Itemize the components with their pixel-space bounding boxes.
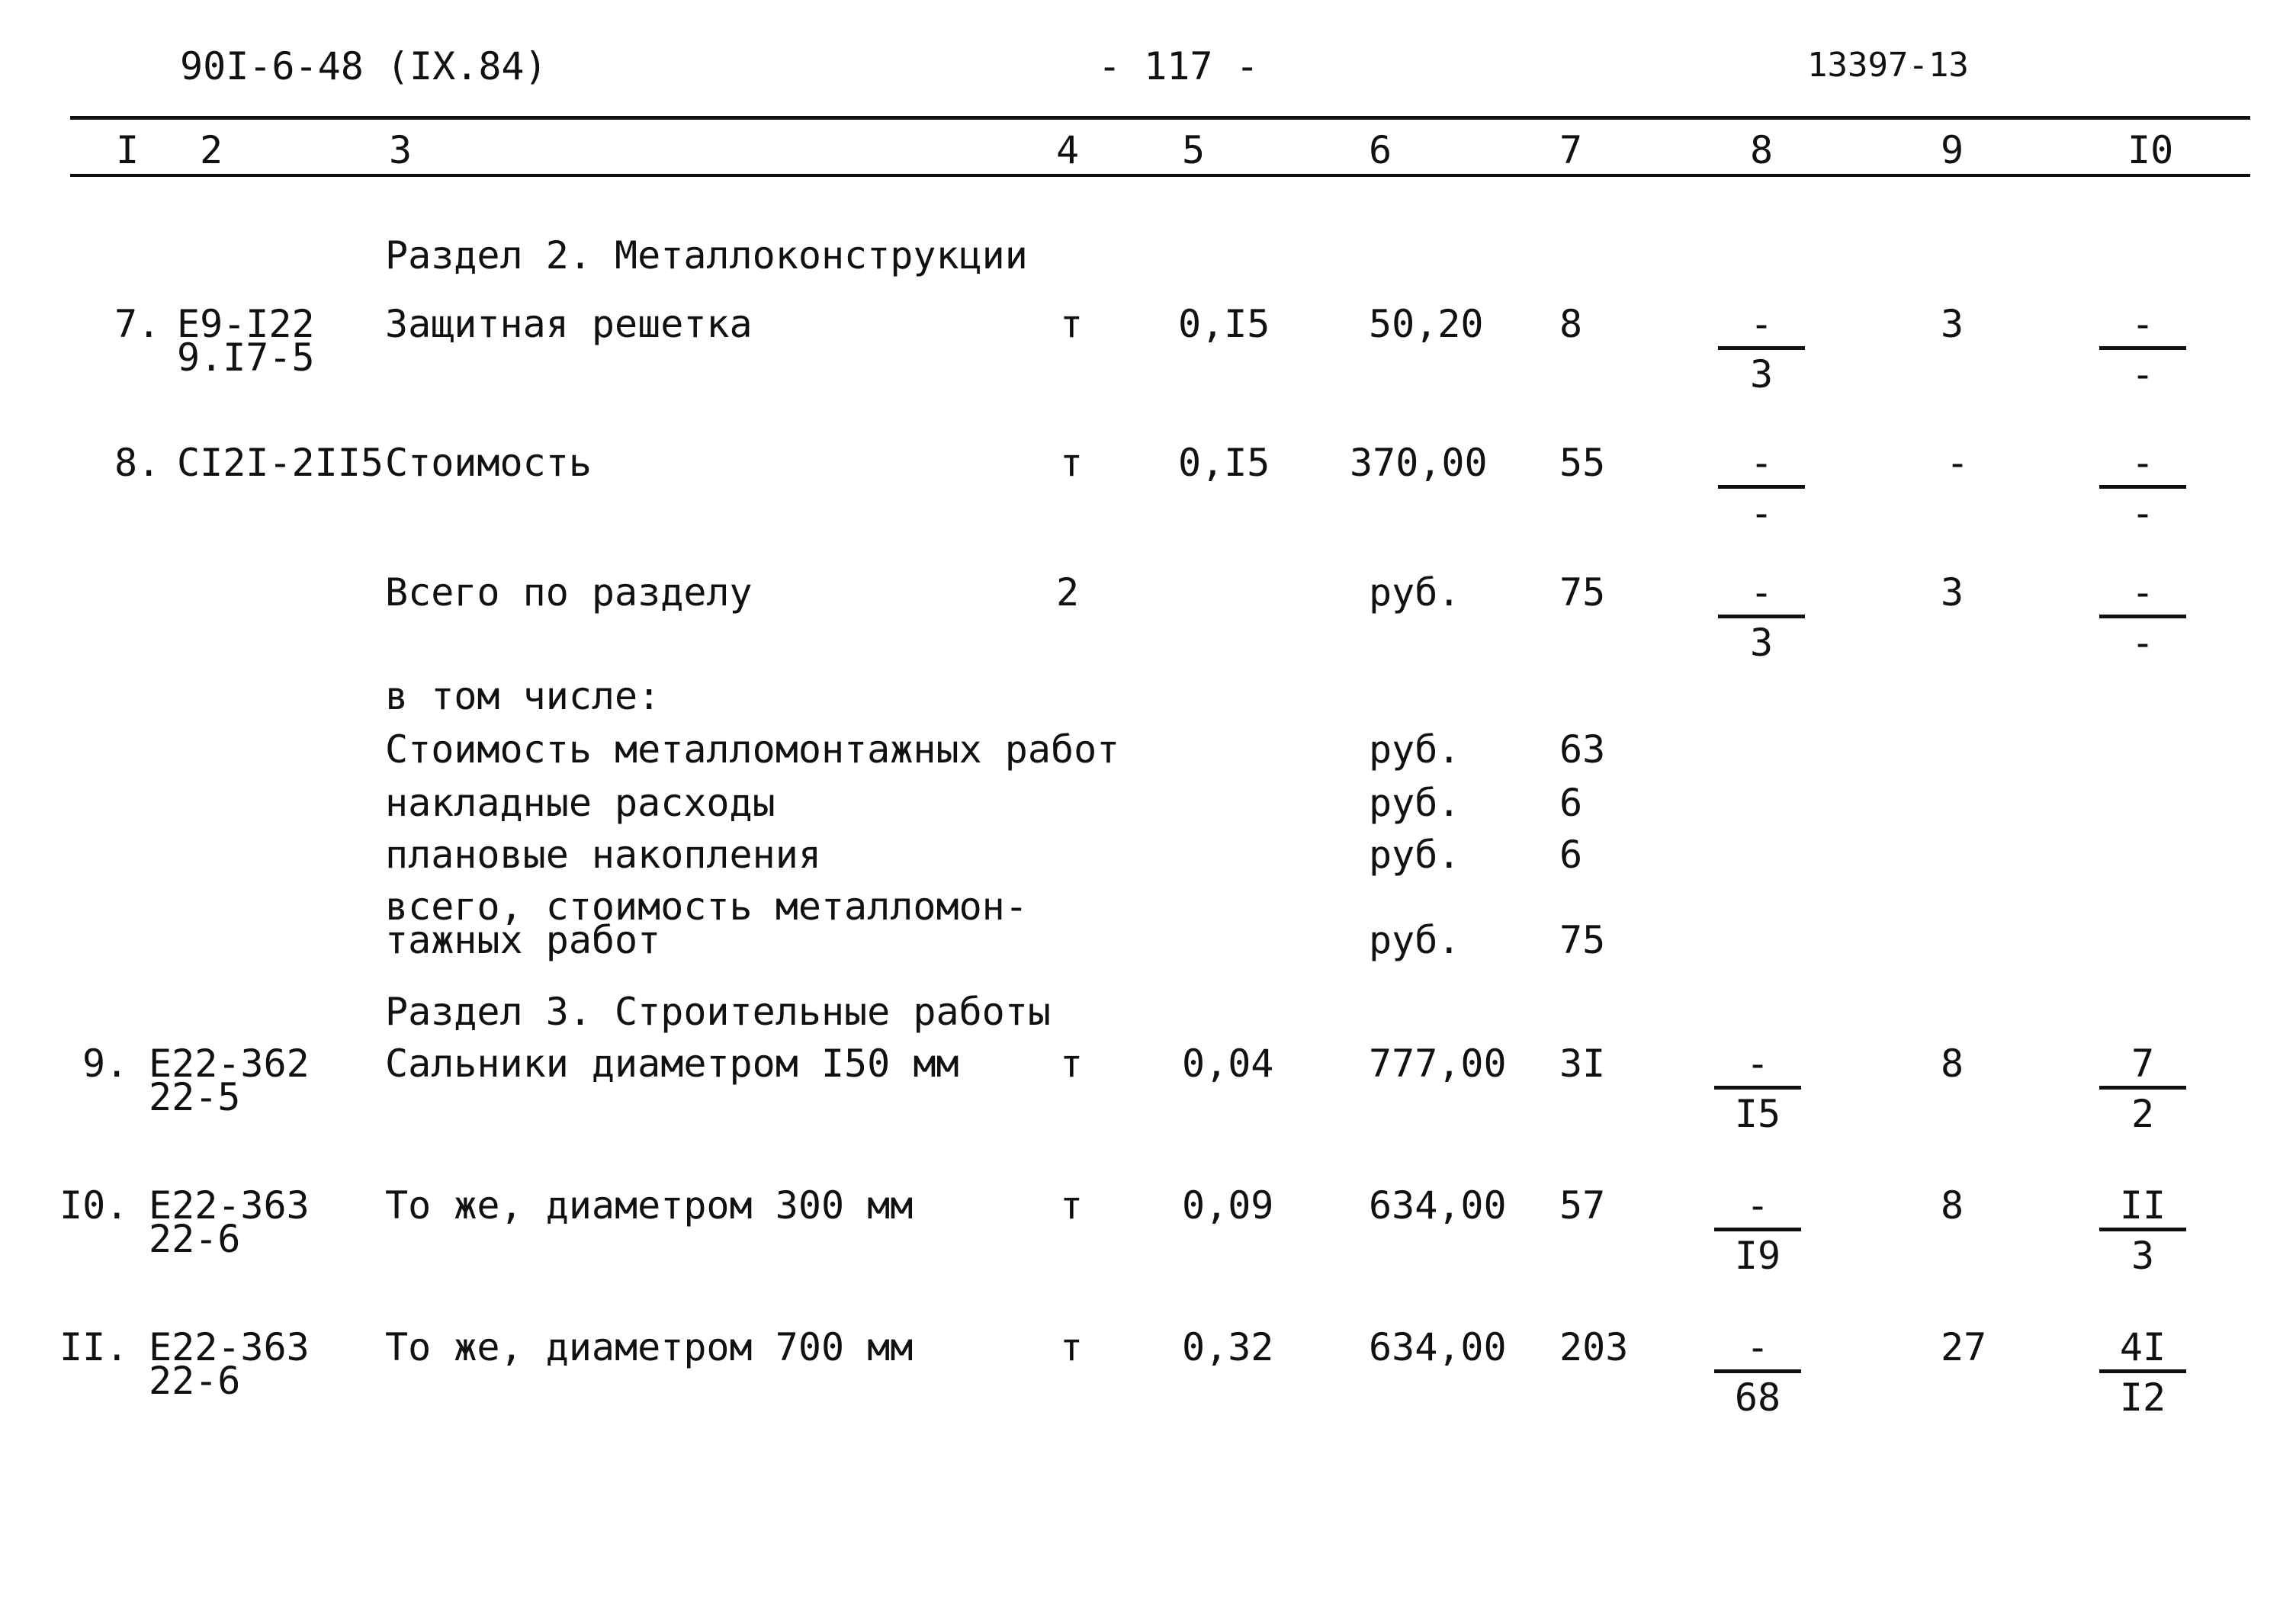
column-9-value: 8 xyxy=(1941,1042,1964,1086)
fraction-numerator: II xyxy=(2119,1183,2166,1228)
fraction-numerator: 7 xyxy=(2131,1042,2155,1086)
rate-code: E22-363 xyxy=(149,1183,310,1228)
item-name: Сальники диаметром I50 мм xyxy=(385,1042,959,1086)
fraction-denominator: 2 xyxy=(2131,1092,2155,1136)
row-number: I0. xyxy=(59,1183,129,1228)
row-number: II. xyxy=(59,1325,129,1369)
fraction-numerator: - xyxy=(1745,1325,1770,1369)
page-number: - 117 - xyxy=(1098,44,1259,88)
column-header-2: 2 xyxy=(200,128,223,172)
fraction-numerator: - xyxy=(1749,302,1774,346)
rate-code-secondary: 22-6 xyxy=(149,1359,241,1403)
column-9-value: 27 xyxy=(1941,1325,1987,1369)
fraction-denominator: - xyxy=(2131,352,2155,396)
rate-code-secondary: 22-6 xyxy=(149,1217,241,1261)
column-9-value: 3 xyxy=(1941,570,1964,615)
fraction-numerator: - xyxy=(1745,1042,1770,1086)
fraction-bar xyxy=(1714,1369,1801,1373)
section-3-title: Раздел 3. Строительные работы xyxy=(385,990,1051,1034)
fraction-denominator: I9 xyxy=(1734,1234,1781,1278)
fraction-numerator: - xyxy=(1749,441,1774,485)
fraction-bar xyxy=(2099,1086,2186,1090)
total-cost: 8 xyxy=(1559,302,1583,346)
total-cost: 203 xyxy=(1559,1325,1629,1369)
fraction-bar xyxy=(1718,346,1805,350)
column-header-10: I0 xyxy=(2127,128,2174,172)
rate-code: E9-I22 xyxy=(177,302,315,346)
fraction-denominator: I5 xyxy=(1734,1092,1781,1136)
item-name: Стоимость xyxy=(385,441,592,485)
breakdown-value: 63 xyxy=(1559,727,1606,772)
breakdown-unit: руб. xyxy=(1369,918,1461,962)
fraction-bar xyxy=(1714,1086,1801,1090)
fraction-numerator: - xyxy=(2131,570,2155,615)
rate-code: E22-363 xyxy=(149,1325,310,1369)
header-top-rule xyxy=(70,116,2250,120)
breakdown-unit: руб. xyxy=(1369,833,1461,877)
fraction-bar xyxy=(1718,615,1805,618)
unit-price: 634,00 xyxy=(1369,1183,1507,1228)
breakdown-label: плановые накопления xyxy=(385,833,821,877)
item-name: Защитная решетка xyxy=(385,302,753,346)
unit: т xyxy=(1060,441,1084,485)
fraction-numerator: 4I xyxy=(2119,1325,2166,1369)
unit: т xyxy=(1060,1042,1084,1086)
unit-price: 370,00 xyxy=(1350,441,1488,485)
document-code: 90I-6-48 (IX.84) xyxy=(180,44,548,88)
subtotal-label: Всего по разделу xyxy=(385,570,753,615)
quantity: 0,I5 xyxy=(1178,441,1270,485)
column-9-value: 3 xyxy=(1941,302,1964,346)
subtotal-total: 75 xyxy=(1559,570,1606,615)
column-header-5: 5 xyxy=(1182,128,1206,172)
rate-code: E22-362 xyxy=(149,1042,310,1086)
unit-price: 634,00 xyxy=(1369,1325,1507,1369)
subtotal-unit: руб. xyxy=(1369,570,1461,615)
column-9-value: 8 xyxy=(1941,1183,1964,1228)
fraction-bar xyxy=(2099,485,2186,489)
total-cost: 57 xyxy=(1559,1183,1606,1228)
quantity: 0,04 xyxy=(1182,1042,1274,1086)
fraction-denominator: - xyxy=(1749,491,1774,535)
quantity: 0,09 xyxy=(1182,1183,1274,1228)
fraction-bar xyxy=(2099,346,2186,350)
quantity: 0,I5 xyxy=(1178,302,1270,346)
subtotal-section: 2 xyxy=(1056,570,1080,615)
rate-code-secondary: 9.I7-5 xyxy=(177,335,315,380)
header-bottom-rule xyxy=(70,174,2250,177)
fraction-numerator: - xyxy=(2131,302,2155,346)
fraction-denominator: 68 xyxy=(1734,1375,1781,1420)
fraction-denominator: 3 xyxy=(1749,621,1774,665)
rate-code-secondary: 22-5 xyxy=(149,1075,241,1119)
unit: т xyxy=(1060,1325,1084,1369)
section-2-title: Раздел 2. Металлоконструкции xyxy=(385,233,1028,278)
fraction-denominator: 3 xyxy=(2131,1234,2155,1278)
breakdown-value: 6 xyxy=(1559,833,1583,877)
fraction-bar xyxy=(2099,1369,2186,1373)
fraction-denominator: - xyxy=(2131,621,2155,665)
row-number: 9. xyxy=(82,1042,129,1086)
breakdown-label: накладные расходы xyxy=(385,781,776,825)
sheet-number: 13397-13 xyxy=(1807,46,1969,85)
including-label: в том числе: xyxy=(385,674,661,718)
quantity: 0,32 xyxy=(1182,1325,1274,1369)
breakdown-label-line-1: всего, стоимость металломон- xyxy=(385,884,1028,929)
unit-price: 777,00 xyxy=(1369,1042,1507,1086)
fraction-numerator: - xyxy=(1749,570,1774,615)
breakdown-value: 6 xyxy=(1559,781,1583,825)
unit-price: 50,20 xyxy=(1369,302,1484,346)
fraction-bar xyxy=(1718,485,1805,489)
column-header-3: 3 xyxy=(389,128,413,172)
total-cost: 55 xyxy=(1559,441,1606,485)
total-cost: 3I xyxy=(1559,1042,1606,1086)
breakdown-unit: руб. xyxy=(1369,781,1461,825)
row-number: 8. xyxy=(114,441,161,485)
fraction-bar xyxy=(1714,1228,1801,1231)
breakdown-label: Стоимость металломонтажных работ xyxy=(385,727,1120,772)
breakdown-unit: руб. xyxy=(1369,727,1461,772)
column-header-9: 9 xyxy=(1941,128,1964,172)
breakdown-value: 75 xyxy=(1559,918,1606,962)
fraction-denominator: - xyxy=(2131,491,2155,535)
rate-code: CI2I-2II5 xyxy=(177,441,384,485)
row-number: 7. xyxy=(114,302,161,346)
item-name: То же, диаметром 700 мм xyxy=(385,1325,914,1369)
column-9-value: - xyxy=(1946,441,1970,485)
fraction-numerator: - xyxy=(2131,441,2155,485)
item-name: То же, диаметром 300 мм xyxy=(385,1183,914,1228)
fraction-bar xyxy=(2099,1228,2186,1231)
fraction-bar xyxy=(2099,615,2186,618)
column-header-6: 6 xyxy=(1369,128,1392,172)
unit: т xyxy=(1060,1183,1084,1228)
fraction-denominator: I2 xyxy=(2119,1375,2166,1420)
column-header-7: 7 xyxy=(1559,128,1583,172)
column-header-1: I xyxy=(116,128,140,172)
column-header-4: 4 xyxy=(1056,128,1080,172)
unit: т xyxy=(1060,302,1084,346)
breakdown-label-line-2: тажных работ xyxy=(385,918,661,962)
column-header-8: 8 xyxy=(1750,128,1774,172)
fraction-denominator: 3 xyxy=(1749,352,1774,396)
fraction-numerator: - xyxy=(1745,1183,1770,1228)
